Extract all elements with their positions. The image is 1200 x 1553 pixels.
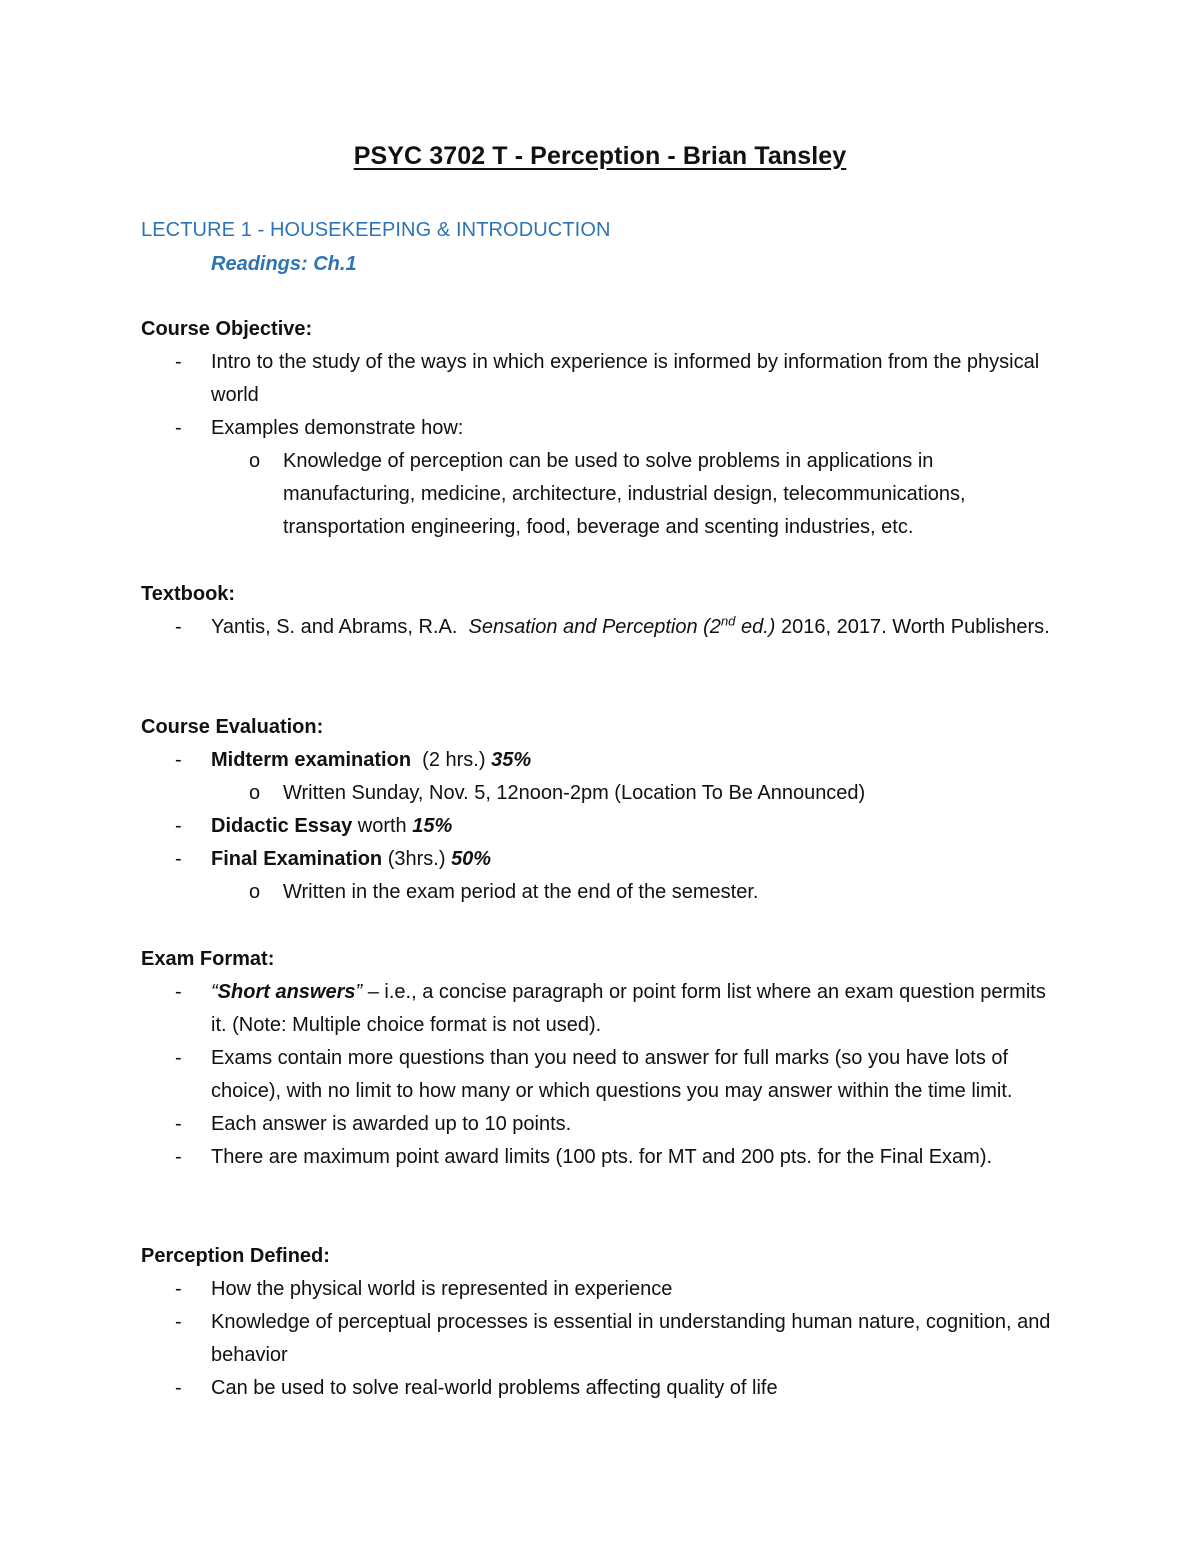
short-answers-text: – i.e., a concise paragraph or point form list where an exam question permits it. (Note: Multiple choice format is not used). — [211, 981, 1046, 1036]
section-heading: Exam Format: — [141, 948, 275, 970]
list-item-text: Knowledge of perceptual processes is essential in understanding human nature, cognition, and behavior — [211, 1311, 1051, 1366]
circle-bullet: o — [249, 450, 261, 472]
course-evaluation-section — [141, 711, 1063, 909]
midterm-duration: (2 hrs.) — [422, 749, 486, 771]
dash-bullet: - — [175, 616, 182, 638]
dash-bullet: - — [175, 417, 182, 439]
open-quote: “ — [211, 981, 218, 1003]
midterm-label: Midterm examination — [211, 749, 412, 771]
dash-bullet: - — [175, 1311, 182, 1333]
circle-bullet: o — [249, 881, 261, 903]
readings-note: Readings: Ch.1 — [211, 253, 357, 275]
section-heading: Course Objective: — [141, 318, 313, 340]
list-item-text: There are maximum point award limits (100 pts. for MT and 200 pts. for the Final Exam). — [211, 1146, 993, 1168]
list-item — [141, 611, 1051, 644]
list-item — [141, 976, 1051, 1042]
dash-bullet: - — [175, 351, 182, 373]
essay-label: Didactic Essay — [211, 815, 353, 837]
list-item — [141, 843, 1051, 876]
dash-bullet: - — [175, 749, 182, 771]
textbook-title-text: Sensation and Perception (2 — [468, 616, 721, 638]
dash-bullet: - — [175, 848, 182, 870]
final-duration: (3hrs.) — [382, 848, 452, 870]
edition-superscript: nd — [720, 613, 736, 629]
edition-text: ed.) — [735, 616, 776, 638]
midterm-weight: 35% — [491, 749, 532, 771]
sub-list-item — [141, 777, 1063, 810]
dash-bullet: - — [175, 1278, 182, 1300]
list-item — [141, 1108, 1051, 1141]
dash-bullet: - — [175, 1377, 182, 1399]
textbook-publisher: 2016, 2017. Worth Publishers. — [775, 616, 1050, 638]
list-item-text: Examples demonstrate how: — [211, 417, 464, 439]
list-item-text: Intro to the study of the ways in which experience is informed by information from the physical world — [211, 351, 1040, 406]
lecture-heading: LECTURE 1 - HOUSEKEEPING & INTRODUCTION — [141, 219, 611, 241]
exam-format-section — [141, 943, 1111, 1174]
sub-list-item-text: Knowledge of perception can be used to solve problems in applications in manufacturing, medicine, architecture, industrial design, telecommunications, transportation engineering, food, beverage and scenting industries, etc. — [283, 450, 966, 538]
perception-defined-section — [141, 1240, 1051, 1405]
list-item — [141, 1141, 1111, 1174]
list-item-text: Exams contain more questions than you need to answer for full marks (so you have lots of choice), with no limit to how many or which questions you may answer within the time limit. — [211, 1047, 1013, 1102]
sub-list-item-text: Written Sunday, Nov. 5, 12noon-2pm (Location To Be Announced) — [283, 782, 866, 804]
final-label: Final Examination — [211, 848, 383, 870]
sub-list-item — [141, 876, 1063, 909]
textbook-authors: Yantis, S. and Abrams, R.A. — [211, 616, 458, 638]
list-item — [141, 346, 1051, 412]
list-item — [141, 744, 1051, 777]
short-answers-label: Short answers — [217, 981, 356, 1003]
sub-list-item — [141, 445, 1063, 544]
list-item-text: Each answer is awarded up to 10 points. — [211, 1113, 572, 1135]
course-objective-section — [141, 313, 1063, 544]
circle-bullet: o — [249, 782, 261, 804]
list-item — [141, 1306, 1051, 1372]
sub-list-item-text: Written in the exam period at the end of the semester. — [283, 881, 759, 903]
close-quote: ” — [355, 981, 363, 1003]
section-heading: Course Evaluation: — [141, 716, 324, 738]
dash-bullet: - — [175, 1146, 182, 1168]
dash-bullet: - — [175, 815, 182, 837]
dash-bullet: - — [175, 981, 182, 1003]
dash-bullet: - — [175, 1113, 182, 1135]
textbook-section — [141, 578, 1051, 644]
list-item-text: How the physical world is represented in experience — [211, 1278, 673, 1300]
section-heading: Textbook: — [141, 583, 236, 605]
list-item-text: Can be used to solve real-world problems affecting quality of life — [211, 1377, 778, 1399]
final-weight: 50% — [451, 848, 492, 870]
list-item — [141, 1042, 1051, 1108]
list-item — [141, 810, 1051, 843]
page-title: PSYC 3702 T - Perception - Brian Tansley — [353, 142, 847, 170]
list-item — [141, 1372, 1051, 1405]
essay-worth: worth — [352, 815, 413, 837]
dash-bullet: - — [175, 1047, 182, 1069]
textbook-title — [468, 613, 776, 638]
essay-weight: 15% — [412, 815, 453, 837]
section-heading: Perception Defined: — [141, 1245, 330, 1267]
list-item — [141, 412, 1051, 445]
list-item — [141, 1273, 1051, 1306]
